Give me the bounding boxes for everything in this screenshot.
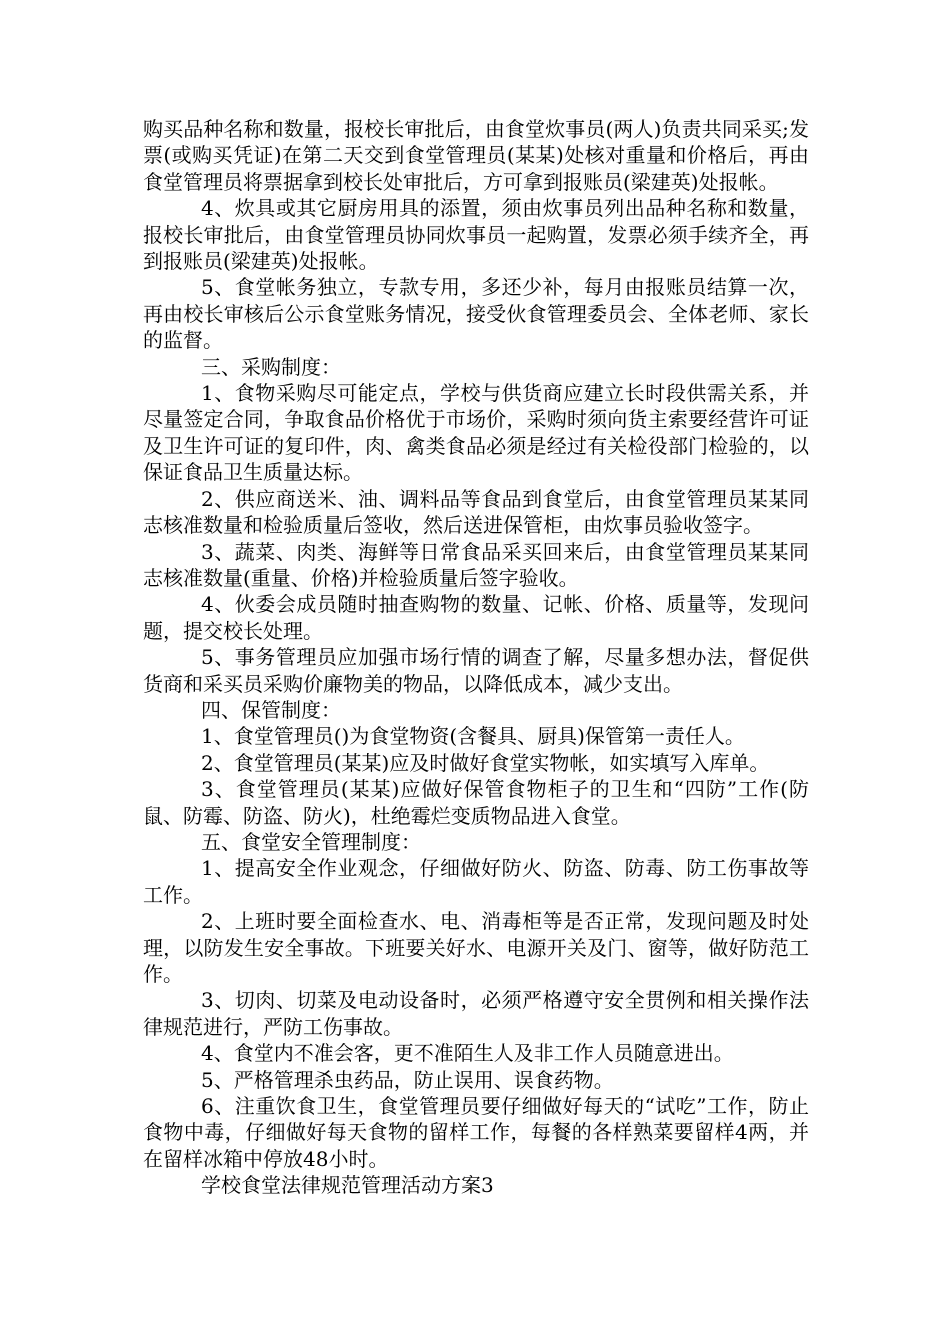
paragraph-supplier-delivery: 2、供应商送米、油、调料品等食品到食堂后，由食堂管理员某某同志核准数量和检验质量后签收，然后送进保管柜，由炊事员验收签字。	[143, 486, 809, 538]
section-heading-procurement: 三、采购制度：	[201, 354, 341, 379]
paragraph-fixed-point-procurement: 1、食物采购尽可能定点，学校与供货商应建立长时段供需关系，并尽量签定合同，争取食品价格优于市场价，采购时须向货主索要经营许可证及卫生许可证的复印件，肉、禽类食品必须是经过有关检役部门检验的，以保证食品卫生质量达标。	[143, 381, 809, 485]
paragraph-custody-responsible: 1、食堂管理员()为食堂物资(含餐具、厨具)保管第一责任人。	[201, 724, 745, 749]
next-document-title: 学校食堂法律规范管理活动方案3	[201, 1173, 494, 1198]
paragraph-four-protections: 3、食堂管理员(某某)应做好保管食物柜子的卫生和“四防”工作(防鼠、防霉、防盗、防火)，杜绝霉烂变质物品进入食堂。	[143, 777, 809, 828]
paragraph-safety-awareness: 1、提高安全作业观念，仔细做好防火、防盗、防毒、防工伤事故等工作。	[143, 856, 809, 907]
paragraph-no-visitors: 4、食堂内不准会客，更不准陌生人及非工作人员随意进出。	[201, 1041, 734, 1066]
paragraph-daily-food-check: 3、蔬菜、肉类、海鲜等日常食品采买回来后，由食堂管理员某某同志核准数量(重量、价格)并检验质量后签字验收。	[143, 539, 809, 590]
paragraph-food-hygiene: 6、注重饮食卫生，食堂管理员要仔细做好每天的“试吃”工作，防止食物中毒，仔细做好每天食物的留样工作，每餐的各样熟菜要留样4两，并在留样冰箱中停放48小时。	[143, 1094, 809, 1171]
paragraph-market-research: 5、事务管理员应加强市场行情的调查了解，尽量多想办法，督促供货商和采买员采购价廉物美的物品，以降低成本，减少支出。	[143, 645, 809, 696]
paragraph-purchase-procedure: 购买品种名称和数量，报校长审批后，由食堂炊事员(两人)负责共同采买;发票(或购买凭证)在第二天交到食堂管理员(某某)处核对重量和价格后，再由食堂管理员将票据拿到校长处审批后，方可拿到报账员(梁建英)处报帐。	[143, 117, 809, 194]
section-heading-safety: 五、食堂安全管理制度：	[201, 829, 421, 854]
document-page	[143, 116, 809, 1199]
paragraph-shift-checks: 2、上班时要全面检查水、电、消毒柜等是否正常，发现问题及时处理，以防发生安全事故。下班要关好水、电源开关及门、窗等，做好防范工作。	[143, 909, 809, 986]
paragraph-equipment-operation: 3、切肉、切菜及电动设备时，必须严格遵守安全贯例和相关操作法律规范进行，严防工伤事故。	[143, 988, 809, 1039]
paragraph-pesticide-control: 5、严格管理杀虫药品，防止误用、误食药物。	[201, 1067, 614, 1092]
section-heading-custody: 四、保管制度：	[201, 697, 341, 722]
paragraph-inventory-ledger: 2、食堂管理员(某某)应及时做好食堂实物帐，如实填写入库单。	[201, 750, 770, 775]
paragraph-kitchenware-purchase: 4、炊具或其它厨房用具的添置，须由炊事员列出品种名称和数量，报校长审批后，由食堂管理员协同炊事员一起购置，发票必须手续齐全，再到报账员(梁建英)处报帐。	[143, 196, 809, 274]
paragraph-committee-inspection: 4、伙委会成员随时抽查购物的数量、记帐、价格、质量等，发现问题，提交校长处理。	[143, 592, 809, 643]
paragraph-independent-accounts: 5、食堂帐务独立，专款专用，多还少补，每月由报账员结算一次，再由校长审核后公示食堂账务情况，接受伙食管理委员会、全体老师、家长的监督。	[143, 275, 809, 353]
